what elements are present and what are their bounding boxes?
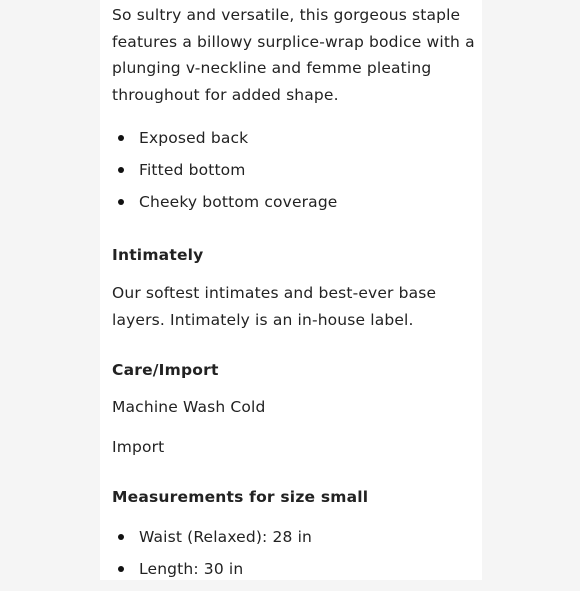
brand-text: Our softest intimates and best-ever base layers. Intimately is an in-house label.	[112, 284, 437, 329]
list-item	[112, 559, 312, 591]
list-item	[112, 527, 312, 559]
bullet-icon	[118, 534, 124, 540]
description-intro: So sultry and versatile, this gorgeous staple features a billowy surplice-wrap bodice with a plunging v-neckline and femme pleating throughout for added shape.	[112, 6, 475, 105]
feature-label: Exposed back	[139, 129, 249, 147]
feature-label: Cheeky bottom coverage	[139, 193, 338, 211]
bullet-icon	[118, 199, 124, 205]
measurements-heading: Measurements for size small	[112, 488, 369, 506]
list-item	[112, 128, 338, 160]
brand-heading: Intimately	[112, 246, 204, 264]
feature-label: Fitted bottom	[139, 161, 246, 179]
bullet-icon	[118, 566, 124, 572]
measurement-label: Waist (Relaxed): 28 in	[139, 528, 313, 546]
bullet-icon	[118, 167, 124, 173]
feature-list	[112, 128, 338, 224]
care-wash-text: Machine Wash Cold	[112, 398, 266, 416]
measurements-list	[112, 527, 312, 591]
list-item	[112, 192, 338, 224]
care-heading: Care/Import	[112, 361, 219, 379]
care-origin-text: Import	[112, 438, 165, 456]
list-item	[112, 160, 338, 192]
measurement-label: Length: 30 in	[139, 560, 244, 578]
bullet-icon	[118, 135, 124, 141]
